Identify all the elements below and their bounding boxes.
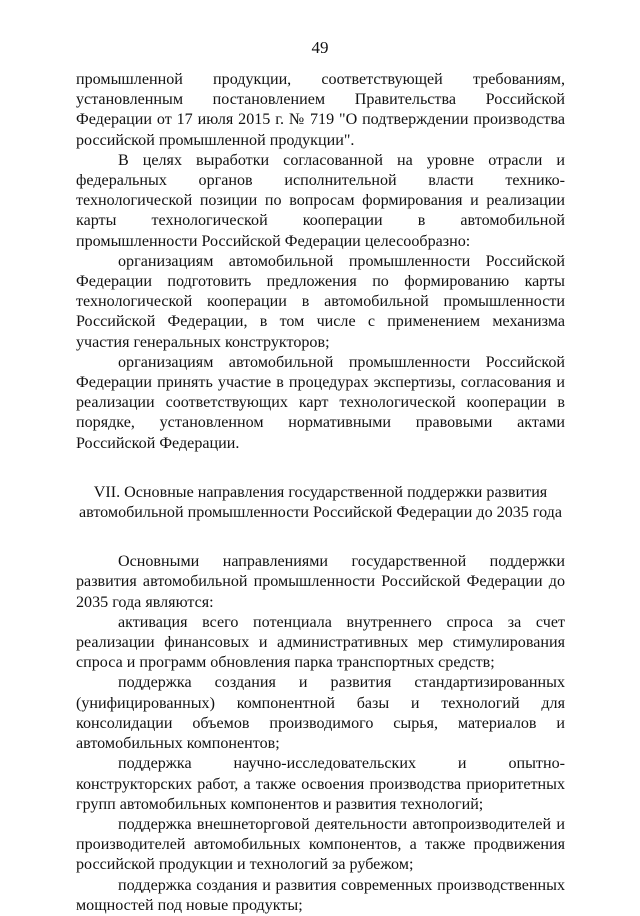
- paragraph-purpose: В целях выработки согласованной на уровне отрасли и федеральных органов исполнительной власти технико-технологической позиции по вопросам формирования и реализации карты технологической кооперации в автомобильной промышленности Российской Федерации целесообразно:: [76, 151, 565, 250]
- list-item-standardized-components: поддержка создания и развития стандартизированных (унифицированных) компонентной базы и технологий для консолидации объемов производимого сырья, материалов и автомобильных компонентов;: [76, 674, 565, 753]
- list-item-production-capacity: поддержка создания и развития современных производственных мощностей под новые продукты;: [76, 876, 565, 914]
- paragraph-continuation: промышленной продукции, соответствующей требованиям, установленным постановлением Правительства Российской Федерации от 17 июля 2015 г. № 719 "О подтверждении производства российской промышленной продукции".: [76, 71, 565, 149]
- document-body: [76, 70, 565, 916]
- section-heading-line-2: автомобильной промышленности Российской Федерации до 2035 года: [78, 504, 562, 522]
- section-heading-line-1: VII. Основные направления государственной поддержки развития: [93, 483, 548, 501]
- list-item-demand-activation: активация всего потенциала внутреннего спроса за счет реализации финансовых и административных мер стимулирования спроса и программ обновления парка транспортных средств;: [76, 613, 565, 672]
- list-item-research-development: поддержка научно-исследовательских и опытно-конструкторских работ, а также освоения производства приоритетных групп автомобильных компонентов и развития технологий;: [76, 755, 565, 813]
- paragraph-main-directions: Основными направлениями государственной поддержки развития автомобильной промышленности Российской Федерации до 2035 года являются:: [76, 553, 565, 611]
- paragraph-prepare-proposals: организациям автомобильной промышленности Российской Федерации подготовить предложения по формированию карты технологической кооперации в автомобильной промышленности Российской Федерации, в том числе с применением механизма участия генеральных конструкторов;: [76, 252, 565, 351]
- section-heading: [76, 483, 565, 523]
- paragraph-participate-expertise: организациям автомобильной промышленности Российской Федерации принять участие в процедурах экспертизы, согласования и реализации соответствующих карт технологической кооперации в порядке, установленном нормативными правовыми актами Российской Федерации.: [76, 353, 565, 452]
- list-item-foreign-trade: поддержка внешнеторговой деятельности автопроизводителей и производителей автомобильных компонентов, а также продвижения российской продукции и технологий за рубежом;: [76, 815, 565, 874]
- page-number: 49: [311, 38, 329, 57]
